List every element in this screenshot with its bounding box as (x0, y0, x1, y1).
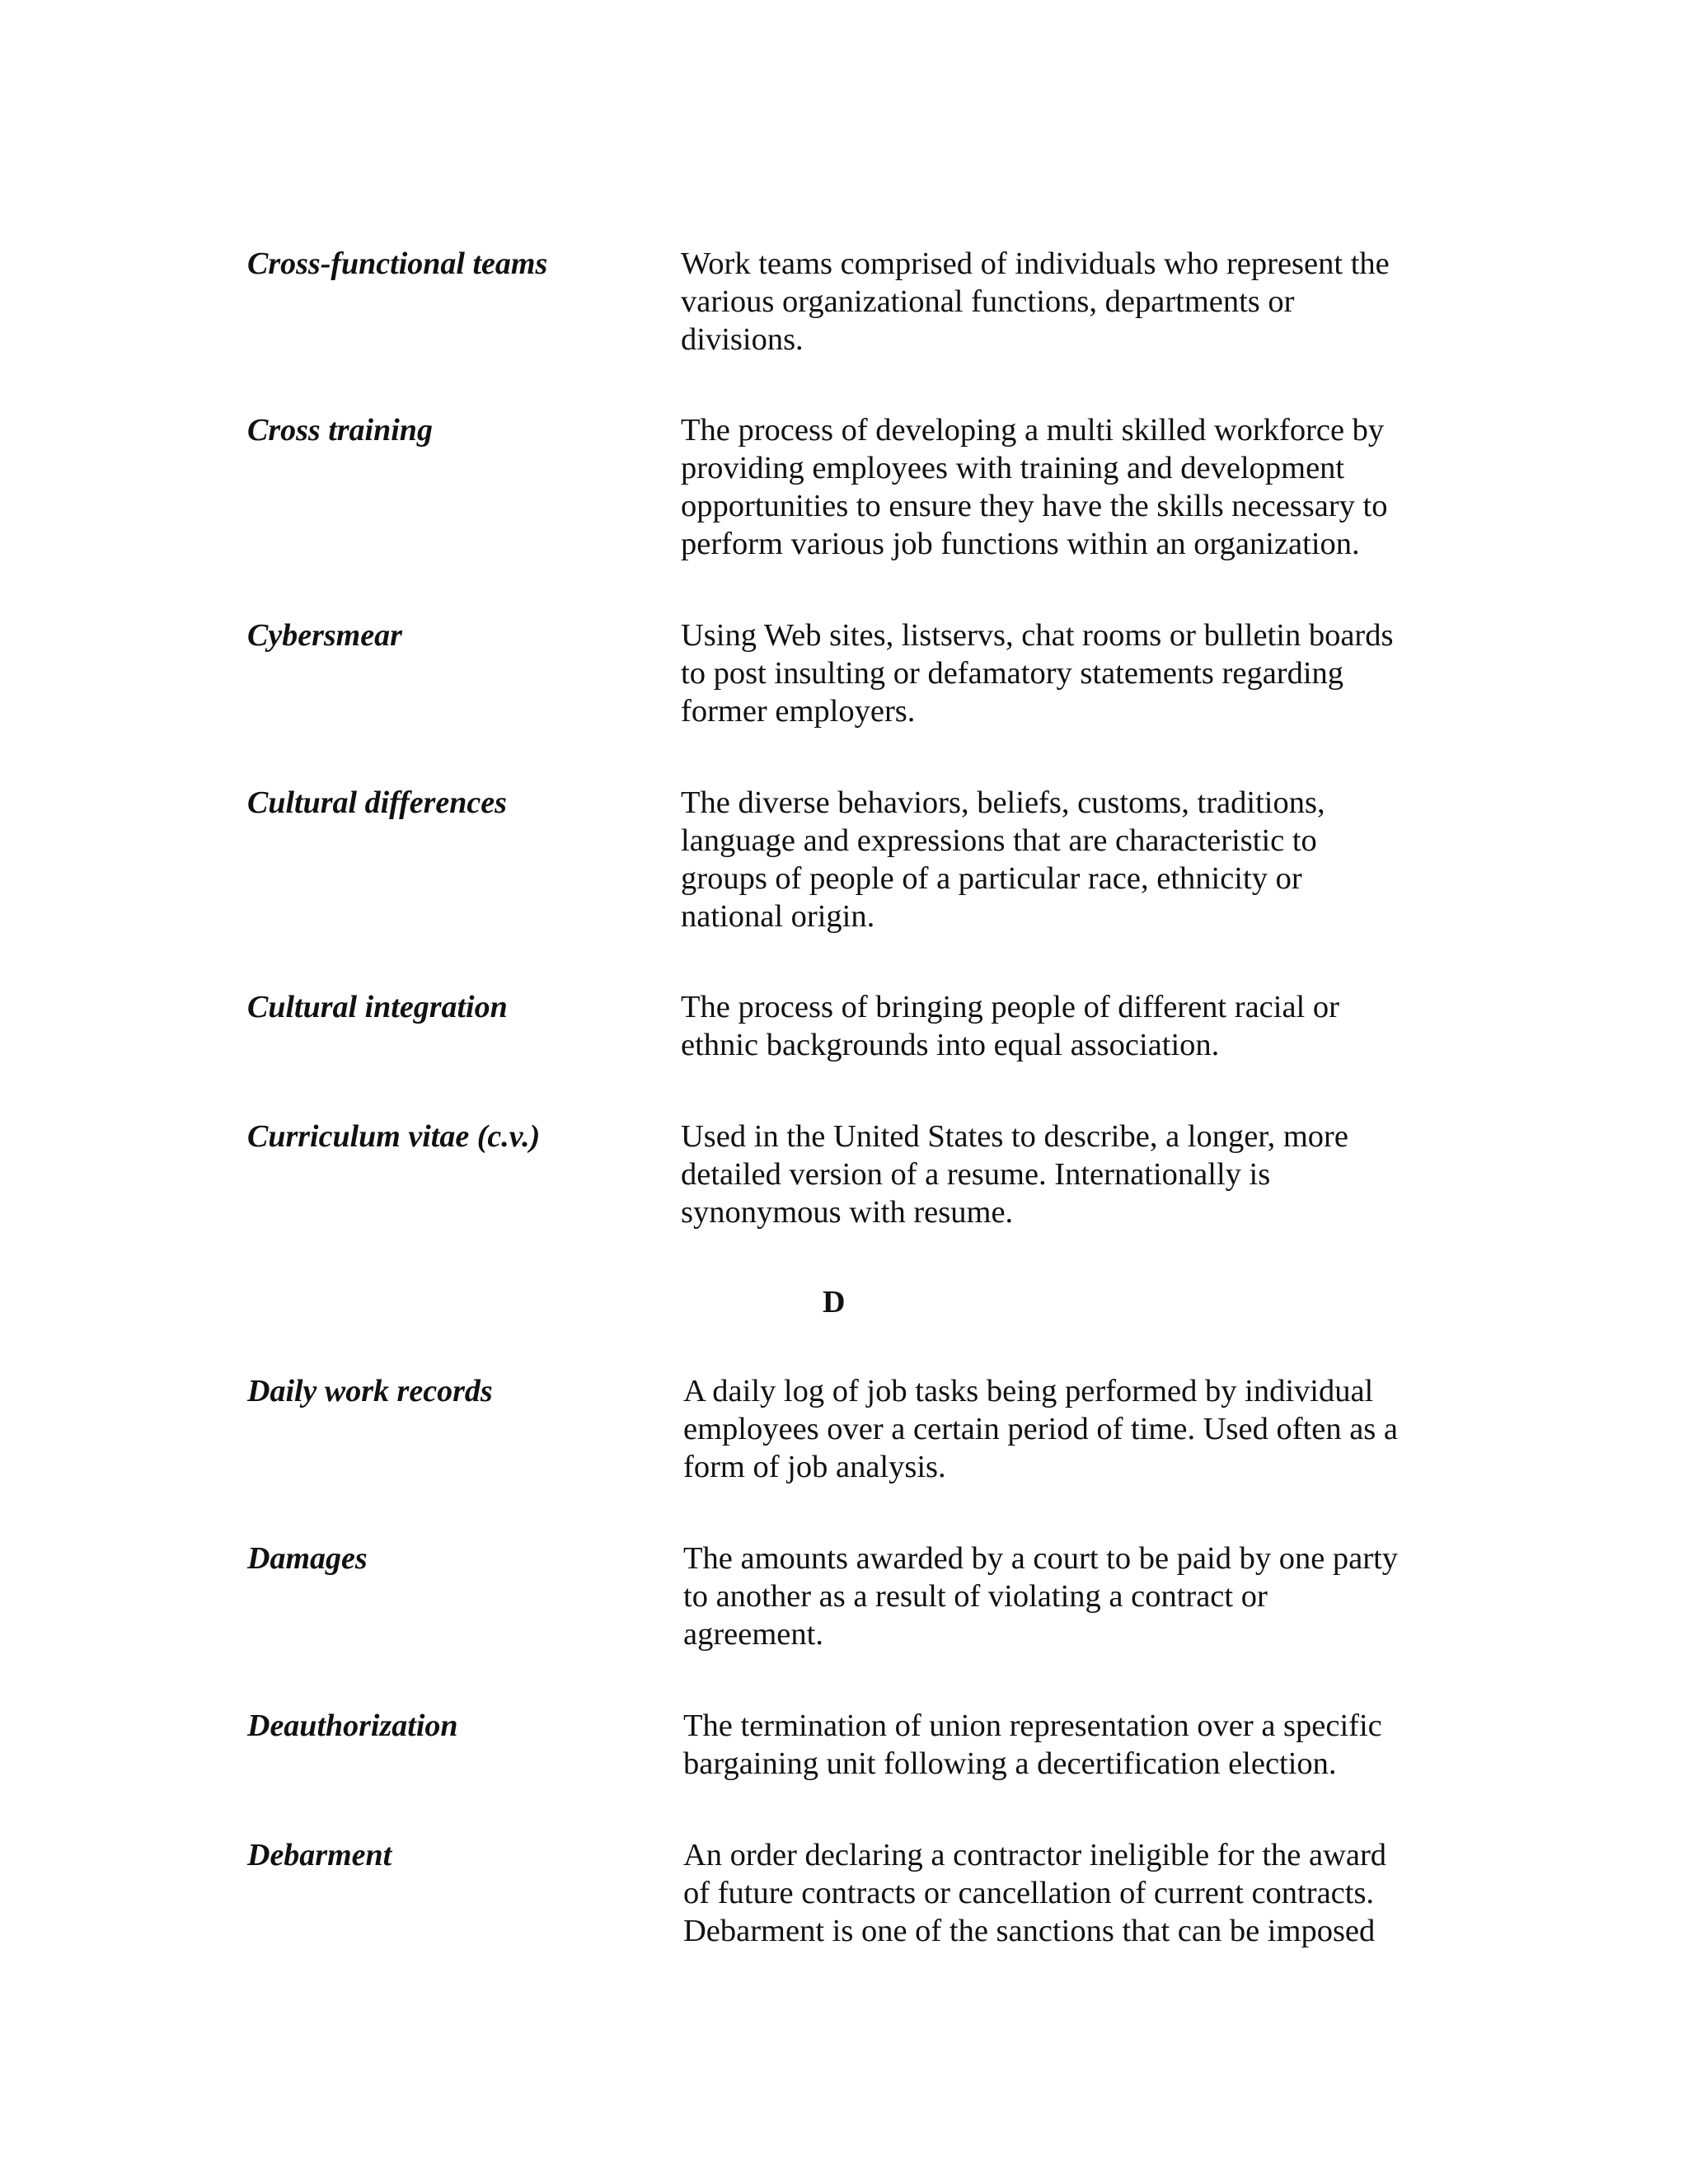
glossary-definition: A daily log of job tasks being performed by individual employees over a certain period of time. Used often as a form of job analysis. (683, 1374, 1398, 1484)
glossary-term: Cultural differences (247, 785, 507, 820)
glossary-term: Curriculum vitae (c.v.) (247, 1119, 541, 1154)
glossary-term: Damages (247, 1541, 368, 1576)
glossary-definition: Used in the United States to describe, a longer, more detailed version of a resume. Internationally is synonymous with resume. (681, 1119, 1348, 1230)
glossary-definition: The diverse behaviors, beliefs, customs, traditions, language and expressions that are characteristic to groups of people of a particular race, ethnicity or national origin. (681, 785, 1325, 934)
glossary-term: Cross training (247, 413, 433, 448)
glossary-term: Debarment (247, 1838, 392, 1872)
glossary-term: Cybersmear (247, 618, 402, 653)
glossary-definition: The process of bringing people of different racial or ethnic backgrounds into equal association. (681, 990, 1339, 1062)
glossary-definition: An order declaring a contractor ineligible for the award of future contracts or cancellation of current contracts. Debarment is one of the sanctions that can be imposed (683, 1838, 1387, 1948)
glossary-definition: The process of developing a multi skilled workforce by providing employees with training and development opportunities to ensure they have the skills necessary to perform various job functions within an organization. (681, 413, 1388, 561)
glossary-definition: The termination of union representation over a specific bargaining unit following a decertification election. (683, 1708, 1382, 1781)
glossary-term: Daily work records (247, 1374, 493, 1408)
section-letter-heading: D (823, 1285, 846, 1319)
glossary-definition: Work teams comprised of individuals who represent the various organizational functions, departments or divisions. (681, 246, 1390, 357)
glossary-term: Cross-functional teams (247, 246, 548, 281)
glossary-term: Cultural integration (247, 990, 508, 1024)
glossary-definition: The amounts awarded by a court to be paid by one party to another as a result of violating a contract or agreement. (683, 1541, 1399, 1652)
glossary-definition: Using Web sites, listservs, chat rooms or bulletin boards to post insulting or defamatory statements regarding former employers. (681, 618, 1394, 729)
glossary-term: Deauthorization (247, 1708, 458, 1743)
